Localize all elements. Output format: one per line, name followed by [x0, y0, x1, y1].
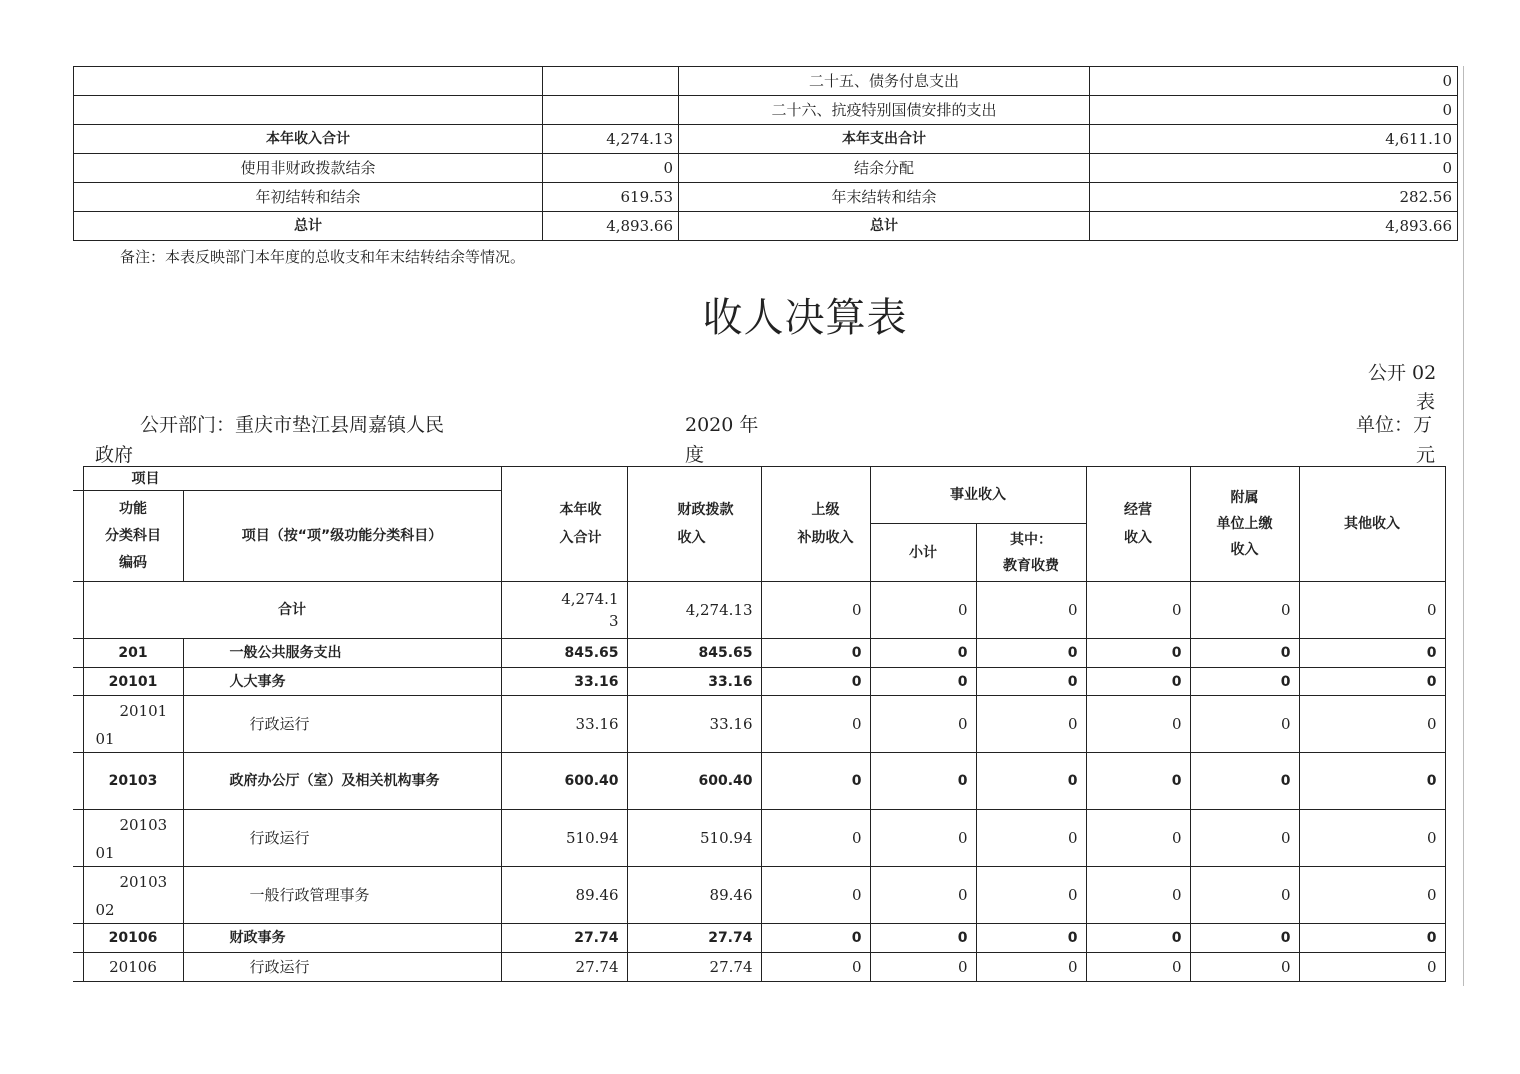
- row-affiliate: 0: [1190, 867, 1299, 924]
- row-subtotal: 0: [870, 668, 976, 696]
- header-career: 事业收入: [870, 467, 1086, 524]
- unit-label: 单位：万: [1356, 414, 1433, 436]
- summary-left-value: 0: [543, 154, 679, 183]
- table-row: [73, 810, 1445, 867]
- row-operating: 0: [1086, 810, 1190, 867]
- total-superior: 0: [761, 582, 870, 639]
- row-edu: 0: [976, 867, 1086, 924]
- row-subtotal: 0: [870, 924, 976, 953]
- row-affiliate: 0: [1190, 924, 1299, 953]
- total-subtotal: 0: [870, 582, 976, 639]
- total-label: 合计: [83, 582, 501, 639]
- row-affiliate: 0: [1190, 696, 1299, 753]
- row-total: 33.16: [501, 696, 627, 753]
- header-fiscal: 财政拨款 收入: [627, 467, 761, 582]
- row-other: 0: [1299, 953, 1445, 982]
- row-other: 0: [1299, 810, 1445, 867]
- row-other: 0: [1299, 924, 1445, 953]
- header-superior: 上级 补助收入: [761, 467, 870, 582]
- row-operating: 0: [1086, 924, 1190, 953]
- summary-left-label: 年初结转和结余: [74, 183, 543, 212]
- page-title: 收人决算表: [702, 295, 908, 341]
- summary-right-value: 0: [1090, 154, 1458, 183]
- row-subtotal: 0: [870, 867, 976, 924]
- row-superior: 0: [761, 753, 870, 810]
- table-row: [73, 867, 1445, 924]
- row-fiscal: 89.46: [627, 867, 761, 924]
- row-other: 0: [1299, 668, 1445, 696]
- row-total: 600.40: [501, 753, 627, 810]
- row-subtotal: 0: [870, 639, 976, 668]
- row-total: 27.74: [501, 924, 627, 953]
- row-fiscal: 33.16: [627, 696, 761, 753]
- table-row: [73, 668, 1445, 696]
- year-label: 2020 年: [685, 414, 759, 436]
- unit-label-cont: 元: [1416, 444, 1436, 466]
- year-label-cont: 度: [685, 444, 705, 466]
- row-superior: 0: [761, 668, 870, 696]
- row-other: 0: [1299, 639, 1445, 668]
- row-operating: 0: [1086, 668, 1190, 696]
- total-row: [73, 582, 1445, 639]
- header-project: 项目: [83, 467, 501, 491]
- table-row: [73, 924, 1445, 953]
- summary-right-label: 结余分配: [679, 154, 1090, 183]
- summary-left-value: 4,274.13: [543, 125, 679, 154]
- row-edu: 0: [976, 639, 1086, 668]
- header-row-1: [73, 467, 1445, 491]
- row-operating: 0: [1086, 753, 1190, 810]
- department-label-cont: 政府: [95, 444, 134, 466]
- row-superior: 0: [761, 639, 870, 668]
- summary-row: [74, 183, 1458, 212]
- header-subtotal: 小计: [870, 524, 976, 582]
- row-edu: 0: [976, 924, 1086, 953]
- row-code: 20106: [83, 924, 183, 953]
- row-total: 89.46: [501, 867, 627, 924]
- row-total: 845.65: [501, 639, 627, 668]
- row-affiliate: 0: [1190, 810, 1299, 867]
- row-operating: 0: [1086, 696, 1190, 753]
- table-row: [73, 696, 1445, 753]
- row-affiliate: 0: [1190, 753, 1299, 810]
- row-name: 行政运行: [183, 953, 501, 982]
- row-name: 一般行政管理事务: [183, 867, 501, 924]
- row-subtotal: 0: [870, 696, 976, 753]
- summary-right-value: 0: [1090, 67, 1458, 96]
- table-row: [73, 753, 1445, 810]
- summary-right-label: 本年支出合计: [679, 125, 1090, 154]
- row-code: 20103: [83, 753, 183, 810]
- summary-left-value: 619.53: [543, 183, 679, 212]
- table-row: [73, 639, 1445, 668]
- summary-left-label: [74, 67, 543, 96]
- income-table: [73, 466, 1446, 982]
- row-operating: 0: [1086, 953, 1190, 982]
- row-fiscal: 510.94: [627, 810, 761, 867]
- summary-left-value: [543, 96, 679, 125]
- row-superior: 0: [761, 953, 870, 982]
- total-total: 4,274.1 3: [501, 582, 627, 639]
- summary-right-value: 4,611.10: [1090, 125, 1458, 154]
- row-total: 510.94: [501, 810, 627, 867]
- summary-row: [74, 212, 1458, 241]
- summary-right-label: 二十六、抗疫特别国债安排的支出: [679, 96, 1090, 125]
- row-name: 人大事务: [183, 668, 501, 696]
- row-operating: 0: [1086, 639, 1190, 668]
- summary-left-value: [543, 67, 679, 96]
- row-edu: 0: [976, 696, 1086, 753]
- header-affiliate: 附属 单位上缴 收入: [1190, 467, 1299, 582]
- summary-right-value: 282.56: [1090, 183, 1458, 212]
- row-affiliate: 0: [1190, 668, 1299, 696]
- row-name: 政府办公厅（室）及相关机构事务: [183, 753, 501, 810]
- form-number-suffix: 表: [1416, 391, 1436, 413]
- total-edu: 0: [976, 582, 1086, 639]
- header-edu: 其中： 教育收费: [976, 524, 1086, 582]
- summary-row: [74, 96, 1458, 125]
- summary-note: 备注：本表反映部门本年度的总收支和年末结转结余等情况。: [120, 248, 526, 266]
- summary-right-label: 二十五、债务付息支出: [679, 67, 1090, 96]
- summary-left-label: 本年收入合计: [74, 125, 543, 154]
- row-fiscal: 27.74: [627, 953, 761, 982]
- row-name: 行政运行: [183, 810, 501, 867]
- total-other: 0: [1299, 582, 1445, 639]
- row-superior: 0: [761, 924, 870, 953]
- header-operating: 经营 收入: [1086, 467, 1190, 582]
- summary-right-value: 4,893.66: [1090, 212, 1458, 241]
- page-edge-line: [1463, 66, 1464, 986]
- row-other: 0: [1299, 696, 1445, 753]
- row-code: 201: [83, 639, 183, 668]
- summary-row: [74, 125, 1458, 154]
- row-code: 20103 01: [83, 810, 183, 867]
- summary-left-value: 4,893.66: [543, 212, 679, 241]
- row-superior: 0: [761, 696, 870, 753]
- summary-left-label: 总计: [74, 212, 543, 241]
- row-other: 0: [1299, 753, 1445, 810]
- table-row: [73, 953, 1445, 982]
- row-subtotal: 0: [870, 810, 976, 867]
- header-other: 其他收入: [1299, 467, 1445, 582]
- header-total: 本年收 入合计: [501, 467, 627, 582]
- row-superior: 0: [761, 810, 870, 867]
- total-fiscal: 4,274.13: [627, 582, 761, 639]
- row-name: 财政事务: [183, 924, 501, 953]
- row-code: 20101 01: [83, 696, 183, 753]
- form-number: 公开 02: [1368, 362, 1437, 384]
- row-subtotal: 0: [870, 953, 976, 982]
- row-name: 行政运行: [183, 696, 501, 753]
- row-fiscal: 33.16: [627, 668, 761, 696]
- row-fiscal: 845.65: [627, 639, 761, 668]
- row-code: 20101: [83, 668, 183, 696]
- total-operating: 0: [1086, 582, 1190, 639]
- summary-left-label: [74, 96, 543, 125]
- row-fiscal: 600.40: [627, 753, 761, 810]
- summary-left-label: 使用非财政拨款结余: [74, 154, 543, 183]
- department-label: 公开部门：重庆市垫江县周嘉镇人民: [140, 414, 445, 436]
- row-operating: 0: [1086, 867, 1190, 924]
- row-edu: 0: [976, 668, 1086, 696]
- summary-row: [74, 154, 1458, 183]
- summary-table: [73, 66, 1458, 241]
- header-project-name: 项目（按“项”级功能分类科目）: [183, 491, 501, 582]
- summary-right-label: 总计: [679, 212, 1090, 241]
- row-code: 20103 02: [83, 867, 183, 924]
- row-edu: 0: [976, 753, 1086, 810]
- header-func-code: 功能 分类科目 编码: [83, 491, 183, 582]
- summary-right-value: 0: [1090, 96, 1458, 125]
- total-affiliate: 0: [1190, 582, 1299, 639]
- summary-right-label: 年末结转和结余: [679, 183, 1090, 212]
- row-other: 0: [1299, 867, 1445, 924]
- row-affiliate: 0: [1190, 953, 1299, 982]
- row-name: 一般公共服务支出: [183, 639, 501, 668]
- row-subtotal: 0: [870, 753, 976, 810]
- row-superior: 0: [761, 867, 870, 924]
- row-edu: 0: [976, 953, 1086, 982]
- row-affiliate: 0: [1190, 639, 1299, 668]
- row-code: 20106: [83, 953, 183, 982]
- row-edu: 0: [976, 810, 1086, 867]
- summary-row: [74, 67, 1458, 96]
- row-total: 33.16: [501, 668, 627, 696]
- row-total: 27.74: [501, 953, 627, 982]
- row-fiscal: 27.74: [627, 924, 761, 953]
